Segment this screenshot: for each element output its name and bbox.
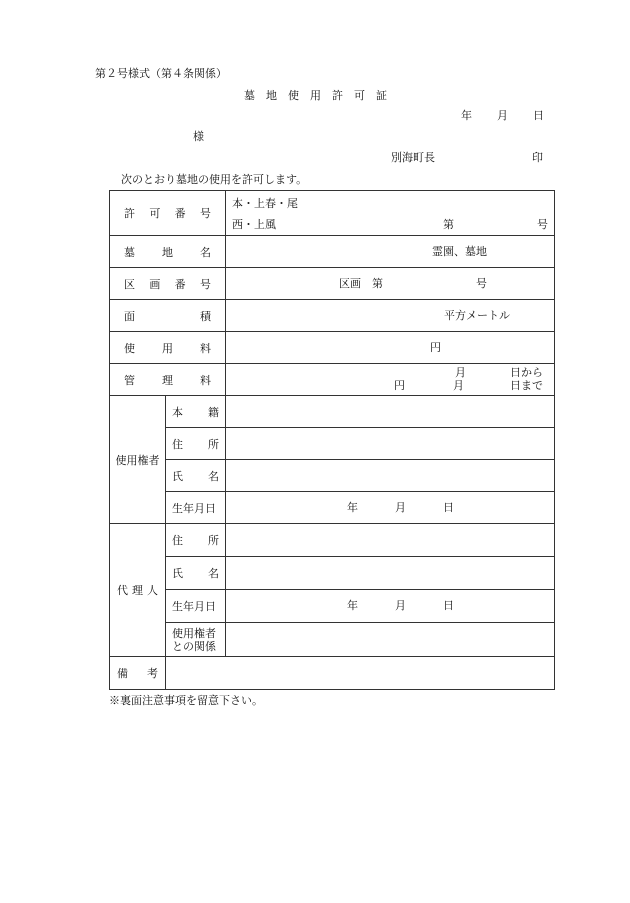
row-holder-address	[110, 428, 555, 460]
label-char: 氏	[172, 567, 183, 580]
row-holder-name	[110, 460, 555, 492]
label-char: 地	[162, 245, 173, 259]
cemetery-name-suffix: 霊園、墓地	[432, 245, 487, 258]
label-char: 所	[208, 534, 219, 547]
seal-mark: 印	[532, 151, 543, 164]
label-char: 用	[162, 341, 173, 355]
management-fee-from: 日から	[510, 366, 543, 379]
remarks-field[interactable]	[166, 657, 555, 690]
plot-number-label	[110, 268, 226, 300]
agent-relation-field[interactable]	[226, 623, 555, 657]
agent-address-label	[166, 524, 226, 557]
issue-date-day: 日	[533, 109, 544, 122]
form-number: 第２号様式（第４条関係）	[95, 67, 227, 80]
label-char: 人	[147, 584, 158, 597]
label-char: 氏	[172, 469, 183, 483]
label-char: 積	[200, 309, 211, 323]
area-label	[110, 300, 226, 332]
label-char: 考	[147, 667, 158, 680]
label-char: 料	[200, 341, 211, 355]
label-char: 画	[149, 277, 161, 291]
management-fee-field[interactable]	[226, 364, 555, 396]
permit-go: 号	[537, 218, 548, 231]
holder-group-text: 使用権者	[115, 453, 160, 467]
agent-relation-label	[166, 623, 226, 657]
usage-fee-field[interactable]	[226, 332, 555, 364]
management-fee-yen: 円	[394, 379, 405, 392]
management-fee-month-to: 月	[453, 379, 464, 392]
label-char: 名	[208, 469, 219, 483]
holder-birthdate-label	[166, 492, 226, 524]
label-char: 区	[124, 277, 135, 291]
label-char: 理	[162, 373, 173, 387]
label-char: 住	[172, 437, 183, 451]
agent-address-field[interactable]	[226, 524, 555, 557]
agent-birthdate-field[interactable]	[226, 590, 555, 623]
label-char: 番	[174, 207, 186, 220]
issue-date-month: 月	[497, 109, 508, 122]
label-char: 号	[199, 207, 211, 220]
intro-text: 次のとおり墓地の使用を許可します。	[121, 173, 308, 186]
agent-group-label	[110, 524, 166, 657]
cemetery-name-label	[110, 236, 226, 268]
holder-domicile-label	[166, 396, 226, 428]
usage-fee-label	[110, 332, 226, 364]
management-fee-label	[110, 364, 226, 396]
holder-birth-year: 年	[347, 501, 358, 514]
permit-district-line1: 本・上春・尾	[232, 197, 298, 210]
holder-name-label	[166, 460, 226, 492]
holder-birthdate-field[interactable]	[226, 492, 555, 524]
permit-number-label	[110, 191, 226, 236]
agent-name-field[interactable]	[226, 557, 555, 590]
row-agent-relation	[110, 623, 555, 657]
agent-birth-day: 日	[443, 599, 454, 612]
label-char: 墓	[124, 245, 135, 259]
label-text: 生年月日	[172, 501, 216, 515]
row-remarks	[110, 657, 555, 690]
row-plot-number	[110, 268, 555, 300]
usage-fee-unit: 円	[430, 341, 441, 354]
agent-birth-year: 年	[347, 599, 358, 612]
permit-form-table	[109, 190, 555, 690]
agent-name-label	[166, 557, 226, 590]
label-char: 理	[132, 584, 143, 597]
label-char: 可	[149, 207, 161, 220]
label-char: 面	[124, 309, 135, 323]
plot-number-field[interactable]	[226, 268, 555, 300]
holder-name-field[interactable]	[226, 460, 555, 492]
row-holder-birthdate	[110, 492, 555, 524]
holder-birth-day: 日	[443, 501, 454, 514]
agent-birthdate-label	[166, 590, 226, 623]
relation-label-line2: との関係	[172, 639, 216, 653]
label-char: 代	[117, 584, 128, 597]
row-usage-fee	[110, 332, 555, 364]
management-fee-to: 日まで	[510, 379, 543, 392]
cemetery-name-field[interactable]	[226, 236, 555, 268]
agent-birth-month: 月	[395, 599, 406, 612]
permit-dai: 第	[443, 218, 454, 231]
row-permit-number	[110, 191, 555, 236]
label-char: 籍	[208, 405, 219, 419]
row-area	[110, 300, 555, 332]
holder-address-field[interactable]	[226, 428, 555, 460]
label-text: 生年月日	[172, 600, 216, 613]
label-char: 使	[124, 341, 135, 355]
relation-label-line1: 使用権者	[172, 626, 216, 640]
row-holder-domicile	[110, 396, 555, 428]
label-char: 番	[174, 277, 186, 291]
row-management-fee	[110, 364, 555, 396]
label-char: 名	[208, 567, 219, 580]
permit-district-line2: 西・上風	[232, 218, 276, 231]
addressee-honorific: 様	[193, 130, 204, 143]
label-char: 住	[172, 534, 183, 547]
row-agent-birthdate	[110, 590, 555, 623]
permit-number-field[interactable]	[226, 191, 555, 236]
management-fee-month-from: 月	[455, 366, 466, 379]
label-char: 号	[199, 277, 211, 291]
label-char: 本	[172, 405, 183, 419]
label-char: 名	[200, 245, 211, 259]
issue-date-year: 年	[461, 109, 472, 122]
row-cemetery-name	[110, 236, 555, 268]
row-agent-name	[110, 557, 555, 590]
area-field[interactable]	[226, 300, 555, 332]
label-char: 所	[208, 437, 219, 451]
plot-number-prefix: 区画 第	[339, 277, 383, 290]
document-title: 墓 地 使 用 許 可 証	[244, 89, 387, 102]
holder-domicile-field[interactable]	[226, 396, 555, 428]
label-char: 備	[117, 667, 128, 680]
holder-group-label	[110, 396, 166, 524]
label-char: 料	[200, 373, 211, 387]
area-unit: 平方メートル	[444, 309, 510, 322]
plot-number-suffix: 号	[476, 277, 487, 290]
remarks-label	[110, 657, 166, 690]
footer-note: ※裏面注意事項を留意下さい。	[109, 694, 263, 707]
label-char: 管	[124, 373, 135, 387]
holder-address-label	[166, 428, 226, 460]
row-agent-address	[110, 524, 555, 557]
issuer-name: 別海町長	[391, 151, 435, 164]
label-char: 許	[124, 207, 135, 220]
holder-birth-month: 月	[395, 501, 406, 514]
